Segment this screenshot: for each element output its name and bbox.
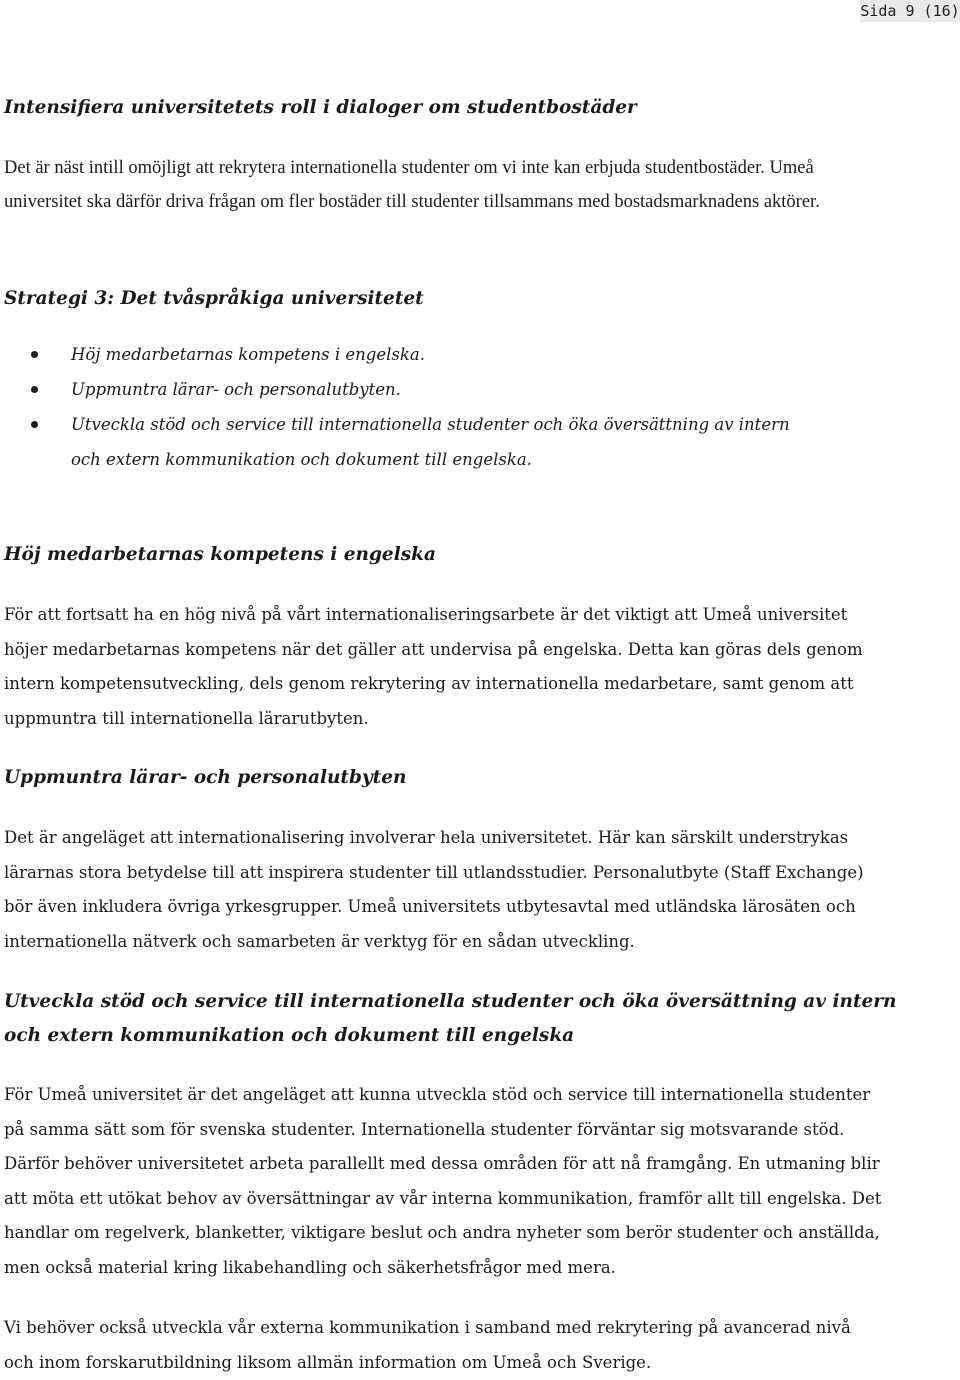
paragraph-support: För Umeå universitet är det angeläget att kunna utveckla stöd och service till internationella studenter på samma sätt som för svenska studenter. Internationella studenter förväntar sig motsvarande stöd. Därför behöver universitetet arbeta parallellt med dessa områden för att nå framgång. En utmaning blir att möta ett utökat behov av översättningar av vår interna kommunikation, framför allt till engelska. Det handlar om regelverk, blanketter, viktigare beslut och andra nyheter som berör studenter och anställda, men också material kring likabehandling och säkerhetsfrågor med mera.: [4, 1085, 882, 1277]
bullet-icon: [31, 421, 38, 428]
section-title-support-line2: och extern kommunikation och dokument till engelska: [4, 1025, 575, 1046]
section-title-competence: Höj medarbetarnas kompetens i engelska: [4, 544, 436, 565]
bullet-text: Höj medarbetarnas kompetens i engelska.: [71, 345, 425, 364]
bullet-icon: [31, 351, 38, 358]
section-title-strategy3: Strategi 3: Det tvåspråkiga universitetet: [4, 288, 424, 309]
bullet-icon: [31, 386, 38, 393]
list-item: [4, 337, 904, 372]
section-title-exchange: Uppmuntra lärar- och personalutbyten: [4, 767, 407, 788]
list-item: [4, 407, 904, 477]
page-number: Sida 9 (16): [860, 2, 960, 20]
section-title-dialog: Intensifiera universitetets roll i dialoger om studentbostäder: [4, 97, 637, 118]
section-title-support-line1: Utveckla stöd och service till internationella studenter och öka översättning av intern: [4, 991, 897, 1012]
paragraph-exchange: Det är angeläget att internationalisering involverar hela universitetet. Här kan särskilt understrykas lärarnas stora betydelse till att inspirera studenter till utlandsstudier. Personalutbyte (Staff Exchange) bör även inkludera övriga yrkesgrupper. Umeå universitets utbytesavtal med utländska lärosäten och internationella nätverk och samarbeten är verktyg för en sådan utveckling.: [4, 828, 864, 951]
bullet-text: Uppmuntra lärar- och personalutbyten.: [71, 380, 401, 399]
list-item: [4, 372, 904, 407]
paragraph-competence: För att fortsatt ha en hög nivå på vårt internationaliseringsarbete är det viktigt att Umeå universitet höjer medarbetarnas kompetens när det gäller att undervisa på engelska. Detta kan göras dels genom intern kompetensutveckling, dels genom rekrytering av internationella medarbetare, samt genom att uppmuntra till internationella lärarutbyten.: [4, 605, 863, 728]
bullet-text: Utveckla stöd och service till internationella studenter och öka översättning av intern och extern kommunikation och dokument till engelska.: [71, 415, 790, 469]
paragraph-dialog: Det är näst intill omöjligt att rekrytera internationella studenter om vi inte kan erbjuda studentbostäder. Umeå universitet ska därför driva frågan om fler bostäder till studenter tillsammans med bostadsmarknadens aktörer.: [4, 158, 820, 212]
paragraph-external-communication: Vi behöver också utveckla vår externa kommunikation i samband med rekrytering på avancerad nivå och inom forskarutbildning liksom allmän information om Umeå och Sverige.: [4, 1318, 851, 1372]
strategy3-bullet-list: [4, 337, 904, 477]
